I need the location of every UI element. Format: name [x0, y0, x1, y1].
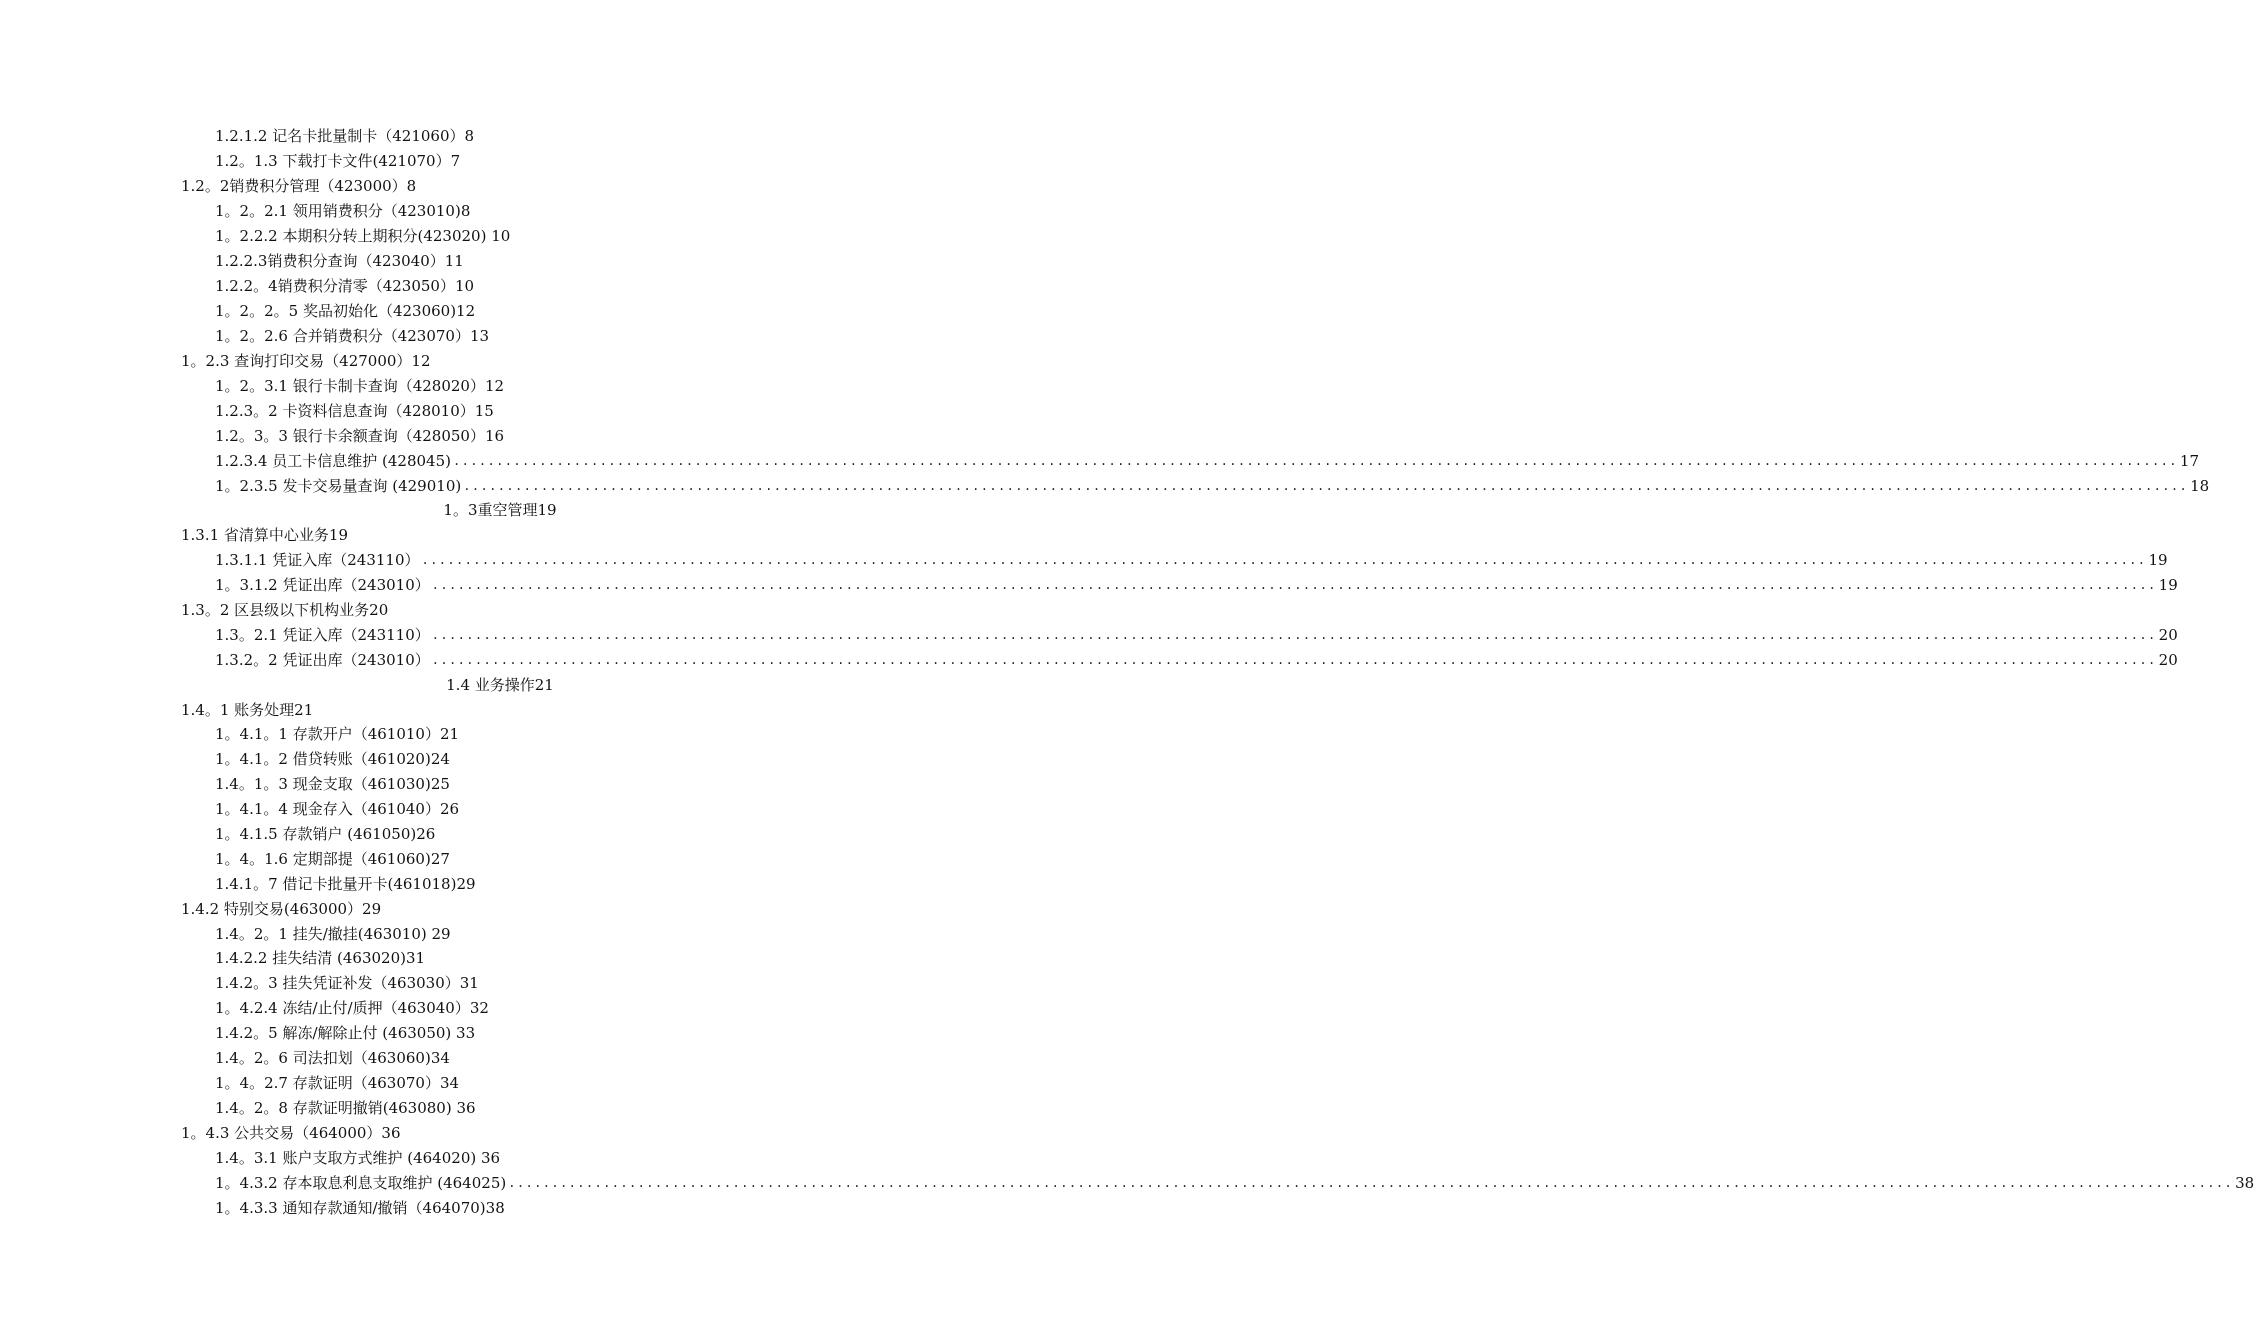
toc-entry	[215, 747, 450, 772]
toc-entry-title: 1.3.1.1 凭证入库（243110）	[215, 551, 420, 569]
toc-entry-title: 1.2。3。3 银行卡余额查询（428050）16	[215, 427, 505, 445]
toc-entry	[0, 498, 1000, 523]
toc-entry-title: 1。2.2.2 本期积分转上期积分(423020) 10	[215, 227, 511, 245]
toc-entry	[215, 299, 475, 324]
toc-entry	[215, 1021, 475, 1046]
dot-leader: ........................................................................................................................................................................................................	[463, 479, 2189, 493]
toc-entry	[215, 149, 460, 174]
toc-entry-title: 1.3。2 区县级以下机构业务20	[181, 601, 389, 619]
toc-entry-title: 1。4.2.4 冻结/止付/质押（463040）32	[215, 999, 489, 1017]
toc-entry-title: 1.4。2。1 挂失/撤挂(463010) 29	[215, 925, 451, 943]
toc-page-number: 38	[2235, 1174, 2254, 1192]
dot-leader: ........................................................................................................................................................................................................	[421, 553, 2147, 567]
toc-entry-title: 1.2。2销费积分管理（423000）8	[181, 177, 417, 195]
toc-entry-title: 1.2。1.3 下载打卡文件(421070）7	[215, 152, 461, 170]
toc-entry	[181, 174, 416, 199]
toc-entry	[215, 797, 459, 822]
dot-leader: ........................................................................................................................................................................................................	[452, 454, 2178, 468]
toc-entry-title: 1.3.2。2 凭证出库（243010）	[215, 651, 430, 669]
toc-entry-title: 1。2。3.1 银行卡制卡查询（428020）12	[215, 377, 505, 395]
toc-page-number: 18	[2190, 477, 2210, 495]
toc-entry	[215, 946, 425, 971]
toc-entry	[181, 698, 313, 723]
toc-entry-title: 1。4.3 公共交易（464000）36	[181, 1124, 401, 1142]
toc-entry-title: 1。2.3.5 发卡交易量查询 (429010)	[215, 477, 462, 495]
toc-entry	[215, 399, 494, 424]
toc-entry	[215, 623, 2178, 648]
toc-entry-title: 1。2。2.1 领用销费积分（423010)8	[215, 202, 471, 220]
toc-entry	[215, 872, 476, 897]
dot-leader: ........................................................................................................................................................................................................	[508, 1176, 2234, 1190]
toc-entry	[215, 1146, 500, 1171]
toc-entry-title: 1。4。1.6 定期部提（461060)27	[215, 850, 450, 868]
toc-entry	[215, 324, 489, 349]
toc-entry-title: 1.2.3。2 卡资料信息查询（428010）15	[215, 402, 494, 420]
toc-entry	[181, 598, 388, 623]
toc-entry-title: 1.2.3.4 员工卡信息维护 (428045)	[215, 452, 451, 470]
toc-page-number: 19	[2148, 551, 2168, 569]
toc-entry	[181, 897, 381, 922]
toc-entry-title: 1。4.3.3 通知存款通知/撤销（464070)38	[215, 1199, 505, 1217]
toc-entry-title: 1.4 业务操作21	[446, 676, 554, 694]
toc-entry-title: 1。4。2.7 存款证明（463070）34	[215, 1074, 460, 1092]
toc-entry-title: 1。4.3.2 存本取息利息支取维护 (464025)	[215, 1174, 507, 1192]
toc-entry	[215, 648, 2178, 673]
toc-page-number: 17	[2179, 452, 2199, 470]
toc-entry	[215, 424, 504, 449]
toc-entry-title: 1。2.3 查询打印交易（427000）12	[181, 352, 431, 370]
toc-entry	[215, 374, 504, 399]
toc-entry-title: 1。2。2.6 合并销费积分（423070）13	[215, 327, 490, 345]
toc-entry-title: 1.4.2.2 挂失结清 (463020)31	[215, 949, 426, 967]
toc-entry	[181, 349, 431, 374]
toc-entry	[215, 1196, 505, 1221]
toc-page-number: 20	[2158, 626, 2178, 644]
toc-entry	[215, 971, 479, 996]
toc-entry	[215, 1096, 476, 1121]
toc-entry-title: 1.3.1 省清算中心业务19	[181, 526, 349, 544]
toc-entry-title: 1.2.2.3销费积分查询（423040）11	[215, 252, 464, 270]
toc-entry	[215, 224, 510, 249]
toc-entry	[215, 124, 474, 149]
toc-entry	[215, 548, 2168, 573]
dot-leader: ........................................................................................................................................................................................................	[431, 578, 2157, 592]
toc-entry-title: 1.4。1。3 现金支取（461030)25	[215, 775, 450, 793]
toc-entry	[215, 573, 2178, 598]
toc-entry	[215, 199, 470, 224]
toc-entry	[181, 523, 348, 548]
toc-entry-title: 1。4.1。4 现金存入（461040）26	[215, 800, 460, 818]
toc-entry-title: 1.4.1。7 借记卡批量开卡(461018)29	[215, 875, 476, 893]
toc-entry-title: 1.4.2。5 解冻/解除止付 (463050) 33	[215, 1024, 476, 1042]
toc-entry	[215, 474, 2210, 499]
toc-entry-title: 1.2.1.2 记名卡批量制卡（421060）8	[215, 127, 475, 145]
toc-entry-title: 1.4.2 特别交易(463000）29	[181, 900, 382, 918]
toc-entry-title: 1.4。2。6 司法扣划（463060)34	[215, 1049, 450, 1067]
toc-entry-title: 1.4.2。3 挂失凭证补发（463030）31	[215, 974, 479, 992]
toc-entry	[215, 996, 489, 1021]
dot-leader: ........................................................................................................................................................................................................	[431, 628, 2157, 642]
toc-entry	[0, 673, 1000, 698]
dot-leader: ........................................................................................................................................................................................................	[431, 653, 2157, 667]
toc-entry-title: 1。4.1。2 借贷转账（461020)24	[215, 750, 450, 768]
toc-entry	[215, 449, 2199, 474]
toc-entry	[215, 822, 435, 847]
toc-entry-title: 1.3。2.1 凭证入库（243110）	[215, 626, 430, 644]
toc-entry	[215, 249, 464, 274]
toc-entry	[215, 1171, 2254, 1196]
toc-entry	[215, 1046, 450, 1071]
toc-entry-title: 1.4。1 账务处理21	[181, 701, 314, 719]
toc-entry-title: 1.2.2。4销费积分清零（423050）10	[215, 277, 475, 295]
toc-entry	[215, 1071, 459, 1096]
toc-entry-title: 1。2。2。5 奖品初始化（423060)12	[215, 302, 476, 320]
toc-entry-title: 1。4.1.5 存款销户 (461050)26	[215, 825, 436, 843]
toc-entry	[215, 722, 459, 747]
toc-entry-title: 1。3重空管理19	[443, 501, 557, 519]
toc-entry-title: 1。4.1。1 存款开户（461010）21	[215, 725, 460, 743]
toc-entry-title: 1。3.1.2 凭证出库（243010）	[215, 576, 430, 594]
toc-entry	[215, 922, 451, 947]
toc-entry-title: 1.4。3.1 账户支取方式维护 (464020) 36	[215, 1149, 501, 1167]
toc-entry	[215, 772, 450, 797]
toc-page-number: 19	[2158, 576, 2178, 594]
toc-entry	[181, 1121, 401, 1146]
toc-entry	[215, 274, 474, 299]
toc-page-number: 20	[2158, 651, 2178, 669]
toc-entry-title: 1.4。2。8 存款证明撤销(463080) 36	[215, 1099, 476, 1117]
toc-entry	[215, 847, 450, 872]
